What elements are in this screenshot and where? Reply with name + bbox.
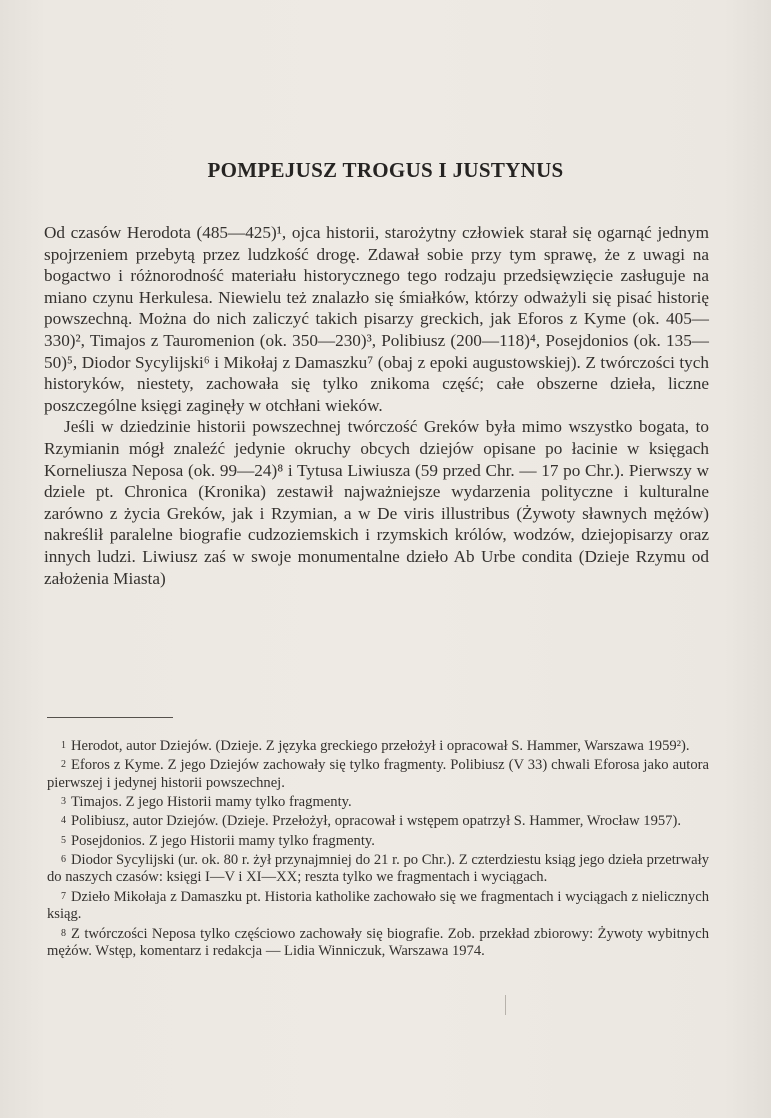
- footnote-text: Posejdonios. Z jego Historii mamy tylko fragmenty.: [71, 832, 375, 849]
- paragraph: Jeśli w dziedzinie historii powszechnej twórczość Greków była mimo wszystko bogata, to Rzymianin mógł znaleźć jedynie okruchy obcych dziejów opisane po łacinie w księgach Korneliusza Neposa (ok. 99—24)⁸ i Tytusa Liwiusza (59 przed Chr. — 17 po Chr.). Pierwszy w dziele pt. Chronica (Kronika) zestawił najważniejsze wydarzenia polityczne i kulturalne zarówno z życia Greków, jak i Rzymian, a w De viris illustribus (Żywoty sławnych mężów) nakreślił paralelne biografie cudzoziemskich i rzymskich królów, wodzów, dziejopisarzy oraz innych ludzi. Liwiusz zaś w swoje monumentalne dzieło Ab Urbe condita (Dzieje Rzymu od założenia Miasta): [44, 417, 709, 588]
- footnote: [47, 793, 709, 812]
- footnote-text: Timajos. Z jego Historii mamy tylko fragmenty.: [71, 794, 352, 811]
- footnote: [47, 832, 709, 851]
- footnote-text: Herodot, autor Dziejów. (Dzieje. Z języka greckiego przełożył i opracował S. Hammer, Warszawa 1959²).: [71, 738, 690, 754]
- footnotes: [47, 737, 709, 961]
- footnote-number: 3: [61, 796, 66, 808]
- footnote-number: 1: [61, 740, 66, 751]
- footnote-number: 7: [61, 890, 66, 902]
- footnote-number: 6: [61, 853, 66, 865]
- footnote-number: 5: [61, 834, 66, 846]
- footnote-text: Diodor Sycylijski (ur. ok. 80 r. żył przynajmniej do 21 r. po Chr.). Z czterdziestu ksiąg jego dzieła przetrwały do naszych czasów: księgi I—V i XI—XX; reszta tylko we fragmentach i wyciągach.: [47, 851, 709, 886]
- footnote: [47, 756, 709, 792]
- footnote-number: 8: [61, 927, 66, 939]
- footnote-number: 2: [61, 759, 66, 771]
- footnote-text: Polibiusz, autor Dziejów. (Dzieje. Przełożył, opracował i wstępem opatrzył S. Hammer, Wrocław 1957).: [71, 813, 681, 830]
- footnote-text: Eforos z Kyme. Z jego Dziejów zachowały się tylko fragmenty. Polibiusz (V 33) chwali Eforosa jako autora pierwszej i jedynej historii powszechnej.: [47, 757, 709, 791]
- footnote-number: 4: [61, 815, 66, 827]
- footnote-text: Z twórczości Neposa tylko częściowo zachowały się biografie. Zob. przekład zbiorowy: Żywoty wybitnych mężów. Wstęp, komentarz i redakcja — Lidia Winniczuk, Warszawa 1974.: [47, 925, 709, 960]
- pencil-mark: [505, 995, 506, 1015]
- footnote: [47, 888, 709, 924]
- paragraph: Od czasów Herodota (485—425)¹, ojca historii, starożytny człowiek starał się ogarnąć jednym spojrzeniem przebytą przez ludzkość drogę. Zdawał sobie przy tym sprawę, że z uwagi na bogactwo i różnorodność materiału historycznego tego rodzaju przedsięwzięcie zasługuje na miano czynu Herkulesa. Niewielu też znalazło się śmiałków, którzy odważyli się pisać historię powszechną. Można do nich zaliczyć takich pisarzy greckich, jak Eforos z Kyme (ok. 405—330)², Timajos z Tauromenion (ok. 350—230)³, Polibiusz (200—118)⁴, Posejdonios (ok. 135—50)⁵, Diodor Sycylijski⁶ i Mikołaj z Damaszku⁷ (obaj z epoki augustowskiej). Z twórczości tych historyków, niestety, zachowała się tylko znikoma część; całe obszerne dzieła, liczne poszczególne księgi zaginęły w otchłani wieków.: [44, 223, 709, 415]
- footnote-divider: [47, 717, 173, 718]
- main-text: [44, 222, 709, 589]
- footnote: [47, 812, 709, 831]
- footnote: [47, 737, 709, 756]
- footnote: [47, 925, 709, 961]
- footnote-text: Dzieło Mikołaja z Damaszku pt. Historia katholike zachowało się we fragmentach i wyciągach z nielicznych ksiąg.: [47, 888, 709, 923]
- footnote: [47, 851, 709, 887]
- chapter-title: POMPEJUSZ TROGUS I JUSTYNUS: [207, 158, 564, 182]
